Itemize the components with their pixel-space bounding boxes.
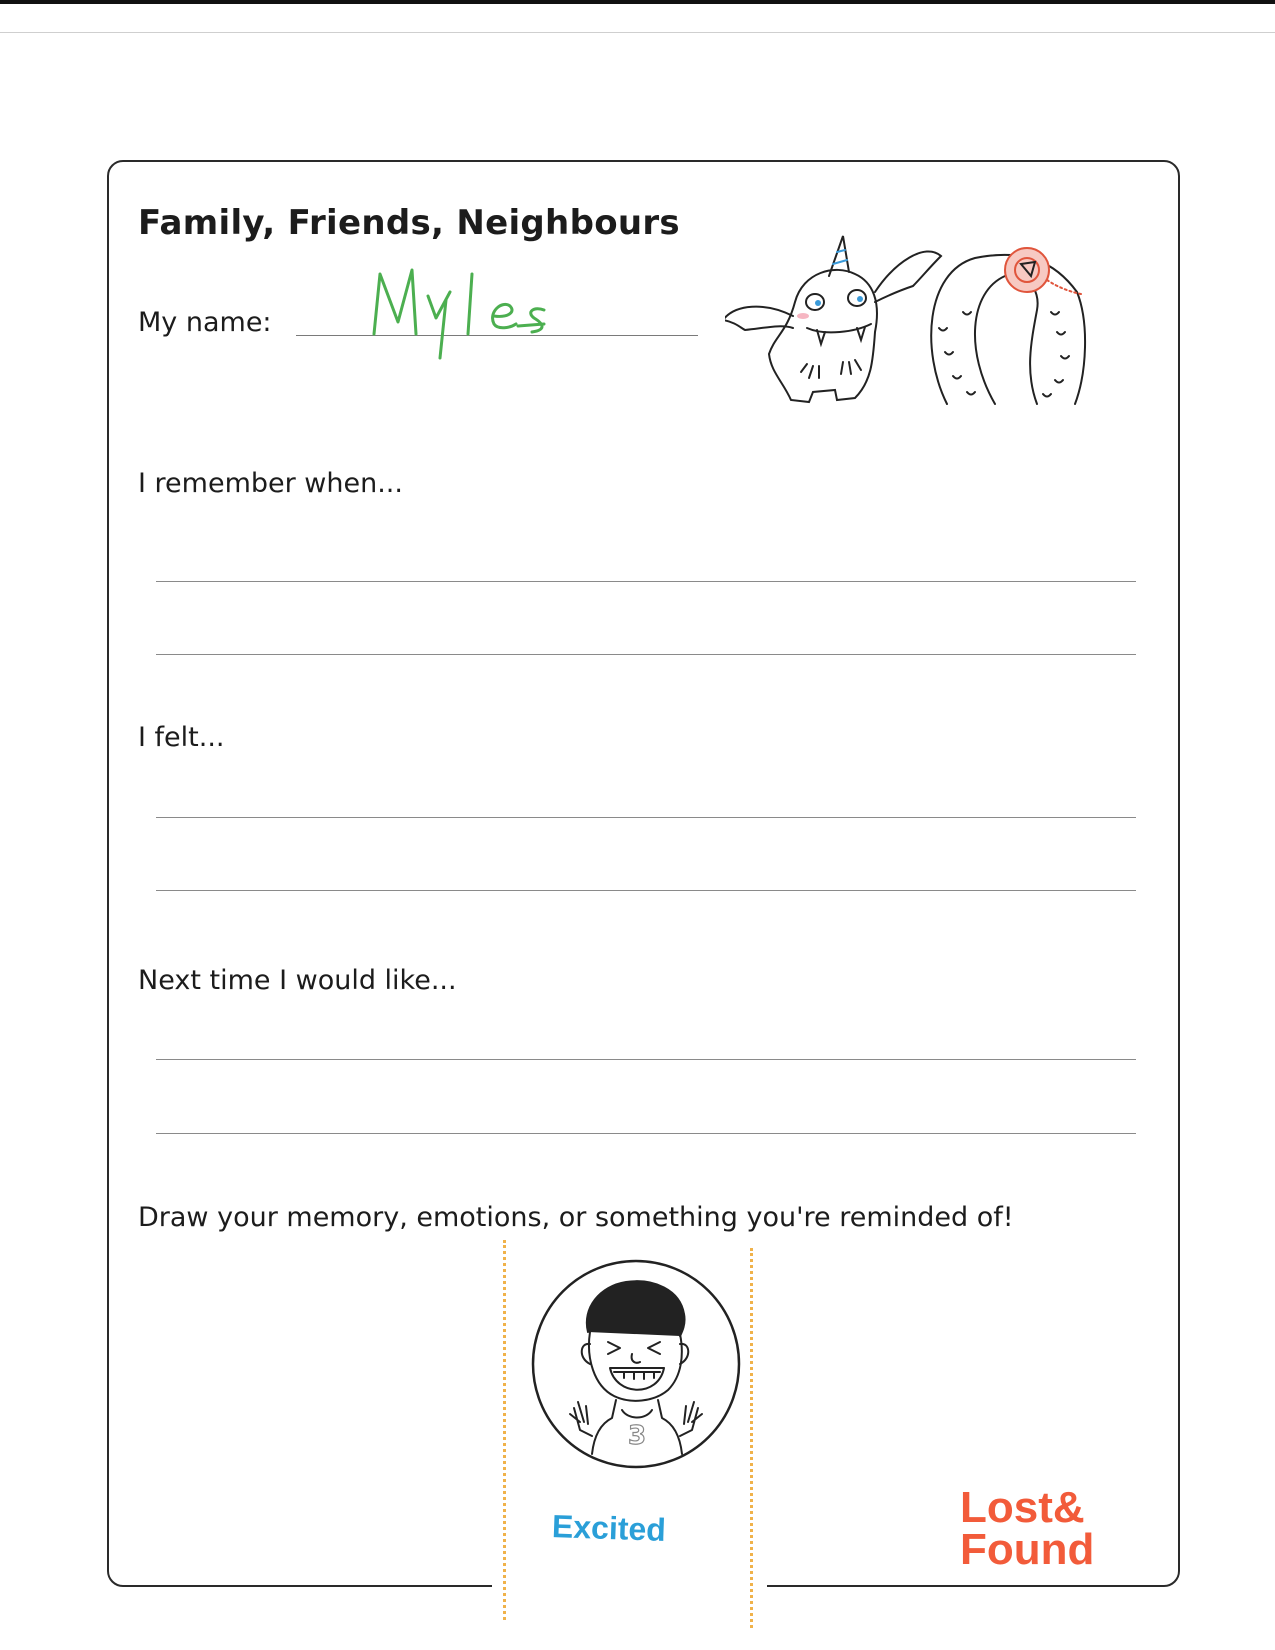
name-label: My name:: [138, 307, 272, 338]
sticker-edge-right: [750, 1248, 753, 1628]
tentacle-monster-icon: [931, 248, 1085, 404]
next-time-line-2[interactable]: [156, 1133, 1136, 1134]
monster-illustration: [725, 232, 1145, 432]
emotion-label: Excited: [551, 1508, 667, 1548]
scan-line: [0, 32, 1275, 33]
scan-edge: [0, 0, 1275, 4]
excited-child-icon: [530, 1258, 742, 1470]
next-time-prompt: Next time I would like...: [138, 965, 457, 996]
logo-line-2: Found: [960, 1525, 1095, 1570]
remember-line-1[interactable]: [156, 581, 1136, 582]
logo-line-1: Lost&: [960, 1483, 1085, 1532]
handwritten-name: [368, 262, 628, 362]
felt-prompt: I felt...: [138, 722, 225, 753]
remember-line-2[interactable]: [156, 654, 1136, 655]
worksheet-title: Family, Friends, Neighbours: [138, 203, 680, 243]
lost-and-found-logo: [960, 1480, 1140, 1570]
next-time-line-1[interactable]: [156, 1059, 1136, 1060]
felt-line-1[interactable]: [156, 817, 1136, 818]
sticker-edge-left: [503, 1240, 506, 1620]
sticker-overlap: [492, 1582, 742, 1590]
remember-prompt: I remember when...: [138, 468, 403, 499]
draw-prompt: Draw your memory, emotions, or something you're reminded of!: [138, 1202, 1014, 1233]
felt-line-2[interactable]: [156, 890, 1136, 891]
shirt-number: 3: [627, 1421, 647, 1451]
unicorn-monster-icon: [725, 236, 941, 402]
